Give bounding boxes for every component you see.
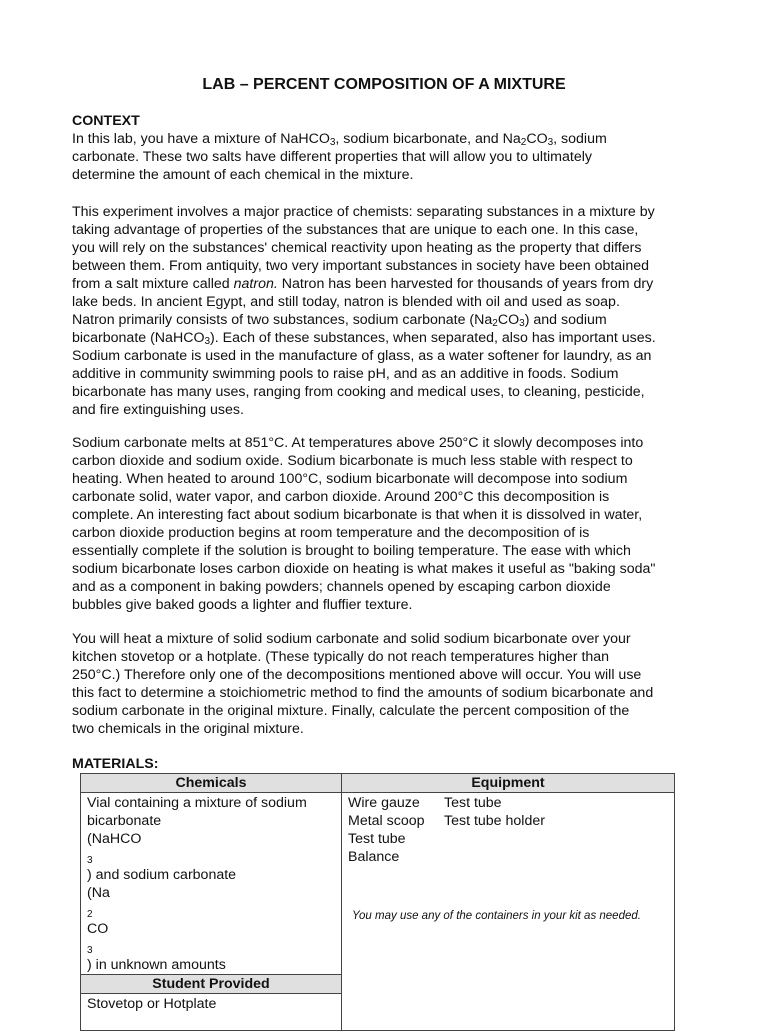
equipment-item: Wire gauze	[348, 795, 420, 811]
context-paragraph-1	[72, 130, 702, 184]
text-line: from a salt mixture called natron. Natron has been harvested for thousands of years from dry	[72, 276, 654, 292]
student-provided-item: Stovetop or Hotplate	[87, 996, 217, 1012]
context-paragraph-3	[72, 434, 702, 614]
equipment-list	[348, 793, 668, 866]
text-line: kitchen stovetop or a hotplate. (These typically do not reach temperatures higher than	[72, 649, 610, 665]
text-line: Natron primarily consists of two substances, sodium carbonate $(Na_2CO_3)$ and sodium	[72, 312, 607, 329]
text-line: additive in community swimming pools to raise pH, and as an additive in foods. Sodium	[72, 366, 619, 382]
context-paragraph-4	[72, 630, 702, 738]
equipment-item: Test tube	[444, 795, 502, 811]
chemical-line: (Na $_2$ CO $_3$ ) in unknown amounts	[87, 885, 226, 973]
equipment-header: Equipment	[342, 774, 675, 793]
equipment-item: Test tube holder	[444, 813, 545, 829]
text-line: 250°C.) Therefore only one of the decompositions mentioned above will occur. You will use	[72, 667, 642, 683]
text-line: sodium bicarbonate loses carbon dioxide on heating is what makes it useful as "baking soda"	[72, 561, 656, 577]
text-line: and as a component in baking powders; channels opened by escaping carbon dioxide	[72, 579, 611, 595]
text-line: carbon dioxide production begins at room temperature and the decomposition of is	[72, 525, 590, 541]
equipment-item	[444, 848, 668, 866]
equipment-item: Balance	[348, 849, 400, 865]
chemicals-header: Chemicals	[81, 774, 342, 793]
text-line: Sodium carbonate is used in the manufacture of glass, as a water softener for laundry, as an	[72, 348, 652, 364]
student-provided-cell	[81, 994, 342, 1031]
text-line: In this lab, you have a mixture of NaHCO$_3$, sodium bicarbonate, and $Na_2CO_3$, sodium	[72, 131, 607, 148]
text-line: carbonate. These two salts have different properties that will allow you to ultimately	[72, 149, 592, 165]
student-provided-header: Student Provided	[81, 975, 342, 994]
equipment-item	[444, 830, 668, 848]
equipment-item: Metal scoop	[348, 813, 425, 829]
text-line: determine the amount of each chemical in the mixture.	[72, 167, 414, 183]
text-line: heating. When heated to around 100°C, sodium bicarbonate will decompose into sodium	[72, 471, 628, 487]
text-line: and fire extinguishing uses.	[72, 402, 244, 418]
text-line: bicarbonate has many uses, ranging from cooking and medical uses, to cleaning, pesticide,	[72, 384, 645, 400]
text-line: sodium carbonate in the original mixture. Finally, calculate the percent composition of the	[72, 703, 630, 719]
text-line: this fact to determine a stoichiometric method to find the amounts of sodium bicarbonate and	[72, 685, 654, 701]
text-line: You will heat a mixture of solid sodium carbonate and solid sodium bicarbonate over your	[72, 631, 631, 647]
text-line: carbonate solid, water vapor, and carbon dioxide. Around 200°C this decomposition is	[72, 489, 610, 505]
chemical-line: bicarbonate	[87, 813, 162, 829]
text-line: This experiment involves a major practice of chemists: separating substances in a mixture by	[72, 204, 655, 220]
chemicals-cell	[81, 793, 342, 975]
chemical-line: (NaHCO $_3$ ) and sodium carbonate	[87, 831, 237, 883]
text-line: bubbles give baked goods a lighter and fluffier texture.	[72, 597, 413, 613]
text-line: Sodium carbonate melts at 851°C. At temperatures above 250°C it slowly decomposes into	[72, 435, 644, 451]
text-line: two chemicals in the original mixture.	[72, 721, 304, 737]
chemical-line: Vial containing a mixture of sodium	[87, 795, 307, 811]
text-line: carbon dioxide and sodium oxide. Sodium bicarbonate is much less stable with respect to	[72, 453, 633, 469]
materials-table	[80, 773, 675, 1031]
materials-heading: MATERIALS:	[72, 756, 159, 772]
context-heading: CONTEXT	[72, 113, 140, 129]
text-line: taking advantage of properties of the substances that are unique to each one. In this case,	[72, 222, 639, 238]
text-line: lake beds. In ancient Egypt, and still today, natron is blended with oil and used as soap.	[72, 294, 620, 310]
natron-term: natron.	[233, 276, 278, 292]
text-line: between them. From antiquity, two very important substances in society have been obtained	[72, 258, 650, 274]
containers-note: You may use any of the containers in your kit as needed.	[352, 910, 641, 922]
equipment-item: Test tube	[348, 831, 406, 847]
equipment-cell	[342, 793, 675, 1031]
page-title: LAB – PERCENT COMPOSITION OF A MIXTURE	[202, 76, 566, 93]
text-line: complete. An interesting fact about sodium bicarbonate is that when it is dissolved in water,	[72, 507, 643, 523]
text-line: you will rely on the substances' chemical reactivity upon heating as the property that differs	[72, 240, 642, 256]
text-line: essentially complete if the solution is brought to boiling temperature. The ease with which	[72, 543, 631, 559]
context-paragraph-2	[72, 203, 702, 419]
text-line: bicarbonate (NaHCO$_3$). Each of these substances, when separated, also has important uses.	[72, 330, 656, 347]
